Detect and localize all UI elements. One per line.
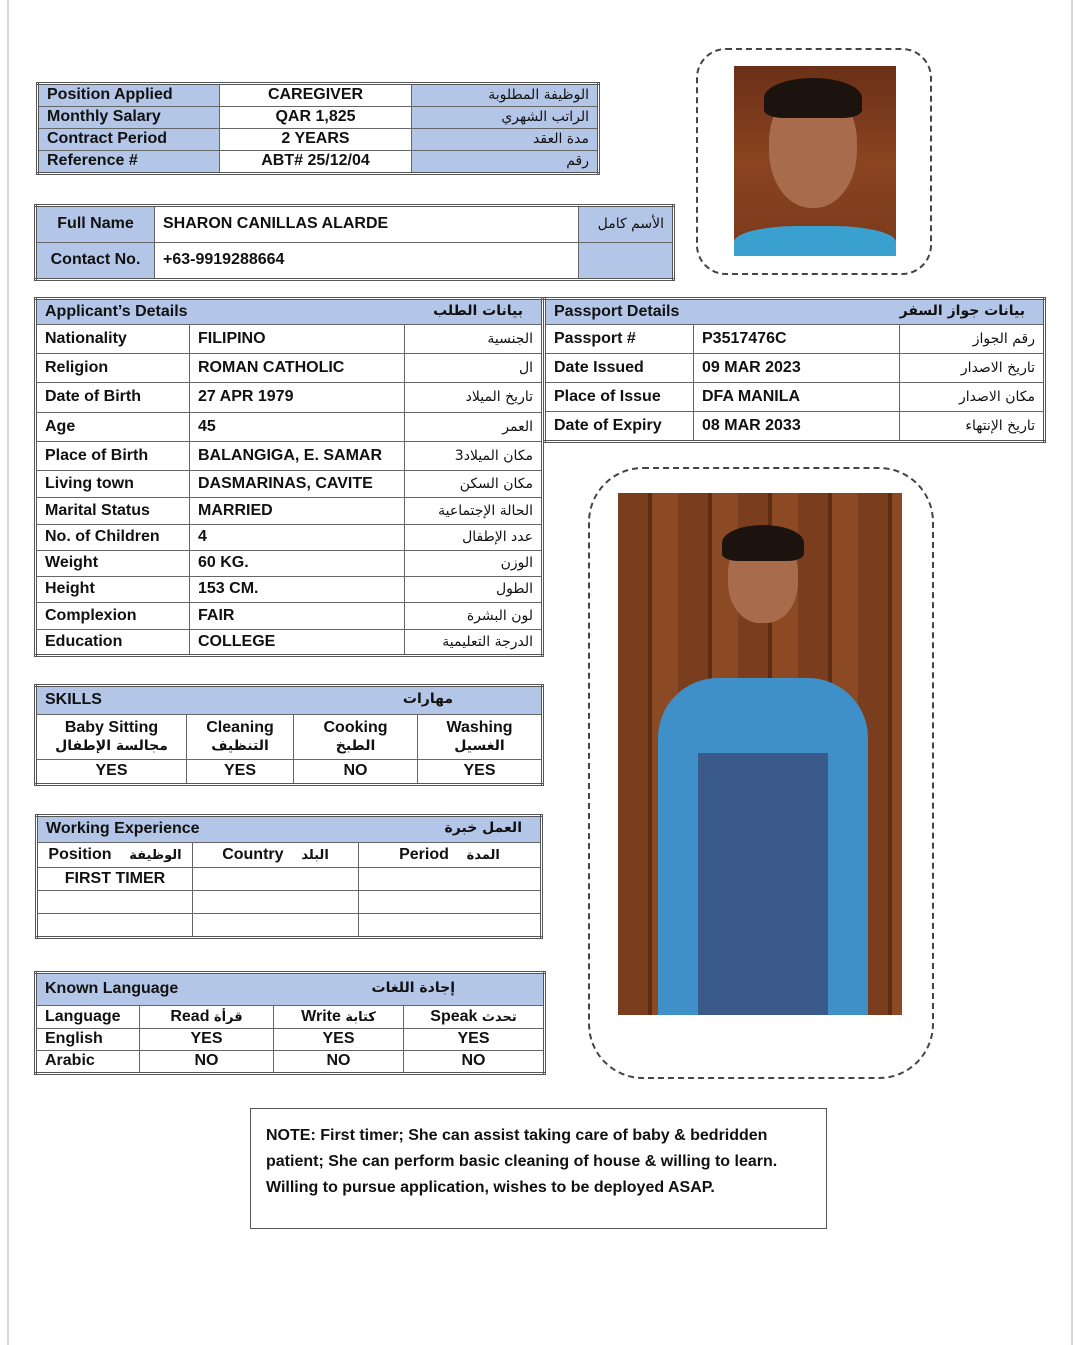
identity-table bbox=[34, 204, 675, 281]
applicant-details-table bbox=[34, 297, 544, 657]
column-label: Period bbox=[399, 845, 449, 863]
experience-row bbox=[37, 891, 542, 914]
field-label: Complexion bbox=[36, 603, 190, 630]
section-title-arabic: إجادة اللغات bbox=[371, 980, 455, 997]
field-label-arabic: الجنسية bbox=[405, 325, 543, 354]
skills-value-row bbox=[36, 760, 543, 785]
applicant-row bbox=[36, 442, 543, 471]
page-edge-right bbox=[1071, 0, 1073, 1345]
applicant-row bbox=[36, 525, 543, 551]
field-label-arabic: الدرجة التعليمية bbox=[405, 630, 543, 656]
field-value: BALANGIGA, E. SAMAR bbox=[190, 442, 405, 471]
column-label-arabic: البلد bbox=[301, 847, 329, 863]
section-title-arabic: بيانات جواز السفر bbox=[899, 302, 1025, 319]
column-header bbox=[193, 843, 359, 868]
section-title: Applicant’s Details bbox=[45, 302, 188, 320]
passport-details-table bbox=[543, 297, 1046, 443]
table-header bbox=[37, 816, 542, 843]
field-value: 45 bbox=[190, 413, 405, 442]
experience-cell bbox=[193, 868, 359, 891]
skill-value: YES bbox=[187, 760, 294, 785]
table-header bbox=[545, 299, 1045, 325]
experience-cell bbox=[359, 891, 542, 914]
passport-row bbox=[545, 412, 1045, 442]
field-label-arabic: الوظيفة المطلوبة bbox=[412, 84, 599, 107]
field-label-arabic: العمر bbox=[405, 413, 543, 442]
skills-table bbox=[34, 684, 544, 786]
field-value: 27 APR 1979 bbox=[190, 383, 405, 413]
job-row bbox=[38, 151, 599, 174]
field-value: +63-9919288664 bbox=[155, 243, 579, 280]
identity-row bbox=[36, 206, 674, 243]
field-label: Weight bbox=[36, 551, 190, 577]
column-label-arabic: كتابة bbox=[345, 1009, 376, 1025]
language-row bbox=[36, 1029, 545, 1051]
field-label-arabic bbox=[579, 243, 674, 280]
applicant-row bbox=[36, 383, 543, 413]
working-experience-table bbox=[35, 814, 543, 939]
field-label-arabic: مكان السكن bbox=[405, 471, 543, 498]
applicant-row bbox=[36, 471, 543, 498]
page-edge-left bbox=[7, 0, 9, 1345]
identity-row bbox=[36, 243, 674, 280]
experience-cell bbox=[359, 914, 542, 938]
column-label-arabic: تحدث bbox=[481, 1009, 517, 1025]
section-title: Known Language bbox=[45, 980, 179, 998]
section-title-arabic: بيانات الطلب bbox=[433, 302, 523, 319]
passport-row bbox=[545, 383, 1045, 412]
field-label: Age bbox=[36, 413, 190, 442]
experience-cell bbox=[37, 891, 193, 914]
field-label: Position Applied bbox=[38, 84, 220, 107]
section-header bbox=[36, 973, 545, 1006]
field-label-arabic: تاريخ الاصدار bbox=[900, 354, 1045, 383]
column-label-arabic: المدة bbox=[466, 847, 500, 863]
field-label: Nationality bbox=[36, 325, 190, 354]
column-label: Write bbox=[301, 1007, 341, 1025]
field-value: DFA MANILA bbox=[694, 383, 900, 412]
applicant-row bbox=[36, 413, 543, 442]
field-label: Date of Birth bbox=[36, 383, 190, 413]
language-cell: NO bbox=[274, 1051, 404, 1074]
field-label: Passport # bbox=[545, 325, 694, 354]
field-value: ROMAN CATHOLIC bbox=[190, 354, 405, 383]
section-header bbox=[36, 299, 543, 325]
skill-label bbox=[294, 715, 418, 760]
passport-row bbox=[545, 354, 1045, 383]
field-value: 08 MAR 2033 bbox=[694, 412, 900, 442]
section-title: SKILLS bbox=[45, 691, 102, 709]
skill-name: Washing bbox=[446, 719, 513, 737]
field-label-arabic: تاريخ الميلاد bbox=[405, 383, 543, 413]
skills-label-row bbox=[36, 715, 543, 760]
section-header bbox=[37, 816, 542, 843]
applicant-row bbox=[36, 630, 543, 656]
field-label-arabic: الراتب الشهري bbox=[412, 107, 599, 129]
field-label-arabic: مدة العقد bbox=[412, 129, 599, 151]
job-row bbox=[38, 129, 599, 151]
column-label: Position bbox=[48, 845, 112, 863]
field-label: Place of Birth bbox=[36, 442, 190, 471]
field-label-arabic: تاريخ الإنتهاء bbox=[900, 412, 1045, 442]
experience-row bbox=[37, 868, 542, 891]
experience-cell bbox=[359, 868, 542, 891]
applicant-row bbox=[36, 603, 543, 630]
skill-name-arabic: التنظيف bbox=[211, 738, 269, 755]
skill-label bbox=[418, 715, 543, 760]
skill-label bbox=[187, 715, 294, 760]
applicant-row bbox=[36, 325, 543, 354]
field-value: FAIR bbox=[190, 603, 405, 630]
field-label: Living town bbox=[36, 471, 190, 498]
field-label-arabic: الطول bbox=[405, 577, 543, 603]
field-label: Contact No. bbox=[36, 243, 155, 280]
field-label-arabic: مكان الاصدار bbox=[900, 383, 1045, 412]
column-label: Speak bbox=[430, 1007, 478, 1025]
field-label-arabic: عدد الإطفال bbox=[405, 525, 543, 551]
section-title: Working Experience bbox=[46, 820, 200, 838]
language-cell: Arabic bbox=[36, 1051, 140, 1074]
experience-cell bbox=[193, 914, 359, 938]
language-row bbox=[36, 1051, 545, 1074]
section-title-arabic: العمل خبرة bbox=[444, 820, 522, 837]
column-header bbox=[404, 1006, 545, 1029]
field-label-arabic: رقم الجواز bbox=[900, 325, 1045, 354]
field-label: No. of Children bbox=[36, 525, 190, 551]
column-header bbox=[36, 1006, 140, 1029]
applicant-row bbox=[36, 354, 543, 383]
field-value: 09 MAR 2023 bbox=[694, 354, 900, 383]
field-label-arabic: لون البشرة bbox=[405, 603, 543, 630]
field-label: Date Issued bbox=[545, 354, 694, 383]
column-label: Read bbox=[170, 1007, 210, 1025]
language-cell: NO bbox=[404, 1051, 545, 1074]
column-header bbox=[274, 1006, 404, 1029]
language-cell: YES bbox=[140, 1029, 274, 1051]
skill-name: Cooking bbox=[323, 719, 388, 737]
field-value: COLLEGE bbox=[190, 630, 405, 656]
language-cell: YES bbox=[404, 1029, 545, 1051]
field-label: Reference # bbox=[38, 151, 220, 174]
column-header bbox=[140, 1006, 274, 1029]
field-label-arabic: رقم bbox=[412, 151, 599, 174]
skill-name-arabic: الطبخ bbox=[335, 738, 376, 755]
skill-name-arabic: مجالسة الإطفال bbox=[55, 738, 168, 755]
experience-cell bbox=[193, 891, 359, 914]
section-title-arabic: مهارات bbox=[402, 691, 453, 708]
note-box: NOTE: First timer; She can assist taking care of baby & bedridden patient; She can perform basic cleaning of house & willing to learn. Willing to pursue application, wishes to be deployed ASAP. bbox=[250, 1108, 827, 1229]
field-value: CAREGIVER bbox=[220, 84, 412, 107]
experience-cell: FIRST TIMER bbox=[37, 868, 193, 891]
language-cell: NO bbox=[140, 1051, 274, 1074]
language-column-row bbox=[36, 1006, 545, 1029]
field-label-arabic: الوزن bbox=[405, 551, 543, 577]
field-label: Height bbox=[36, 577, 190, 603]
section-header bbox=[36, 686, 543, 715]
field-label: Place of Issue bbox=[545, 383, 694, 412]
skill-label bbox=[36, 715, 187, 760]
field-label-arabic: مكان الميلاد3 bbox=[405, 442, 543, 471]
skill-value: YES bbox=[418, 760, 543, 785]
table-header bbox=[36, 299, 543, 325]
column-label-arabic: قرأة bbox=[213, 1009, 243, 1025]
headshot-photo bbox=[734, 66, 896, 256]
table-header bbox=[36, 973, 545, 1006]
column-header bbox=[359, 843, 542, 868]
full-body-photo bbox=[618, 493, 902, 1015]
language-cell: English bbox=[36, 1029, 140, 1051]
field-label: Marital Status bbox=[36, 498, 190, 525]
applicant-row bbox=[36, 577, 543, 603]
field-label-arabic: الأسم كامل bbox=[579, 206, 674, 243]
column-header bbox=[37, 843, 193, 868]
experience-cell bbox=[37, 914, 193, 938]
passport-row bbox=[545, 325, 1045, 354]
field-label: Contract Period bbox=[38, 129, 220, 151]
skill-value: YES bbox=[36, 760, 187, 785]
field-value: DASMARINAS, CAVITE bbox=[190, 471, 405, 498]
skill-value: NO bbox=[294, 760, 418, 785]
field-value: 60 KG. bbox=[190, 551, 405, 577]
field-label: Full Name bbox=[36, 206, 155, 243]
section-header bbox=[545, 299, 1045, 325]
field-value: ABT# 25/12/04 bbox=[220, 151, 412, 174]
skill-name-arabic: الغسيل bbox=[454, 738, 505, 755]
job-row bbox=[38, 107, 599, 129]
column-label: Country bbox=[222, 845, 284, 863]
field-value: MARRIED bbox=[190, 498, 405, 525]
job-table bbox=[36, 82, 600, 175]
column-label-arabic: الوظيفة bbox=[129, 847, 182, 863]
applicant-row bbox=[36, 551, 543, 577]
field-label: Monthly Salary bbox=[38, 107, 220, 129]
field-label-arabic: ال bbox=[405, 354, 543, 383]
applicant-row bbox=[36, 498, 543, 525]
field-value: SHARON CANILLAS ALARDE bbox=[155, 206, 579, 243]
field-label: Religion bbox=[36, 354, 190, 383]
section-title: Passport Details bbox=[554, 302, 680, 320]
skill-name: Baby Sitting bbox=[64, 719, 159, 737]
field-value: P3517476C bbox=[694, 325, 900, 354]
experience-column-row bbox=[37, 843, 542, 868]
column-label: Language bbox=[45, 1007, 121, 1025]
field-label: Education bbox=[36, 630, 190, 656]
field-value: 4 bbox=[190, 525, 405, 551]
field-label-arabic: الحالة الإجتماعية bbox=[405, 498, 543, 525]
field-value: 2 YEARS bbox=[220, 129, 412, 151]
known-language-table bbox=[34, 971, 546, 1075]
field-value: QAR 1,825 bbox=[220, 107, 412, 129]
table-header bbox=[36, 686, 543, 715]
experience-row bbox=[37, 914, 542, 938]
field-value: 153 CM. bbox=[190, 577, 405, 603]
job-row bbox=[38, 84, 599, 107]
language-cell: YES bbox=[274, 1029, 404, 1051]
field-value: FILIPINO bbox=[190, 325, 405, 354]
skill-name: Cleaning bbox=[206, 719, 274, 737]
field-label: Date of Expiry bbox=[545, 412, 694, 442]
